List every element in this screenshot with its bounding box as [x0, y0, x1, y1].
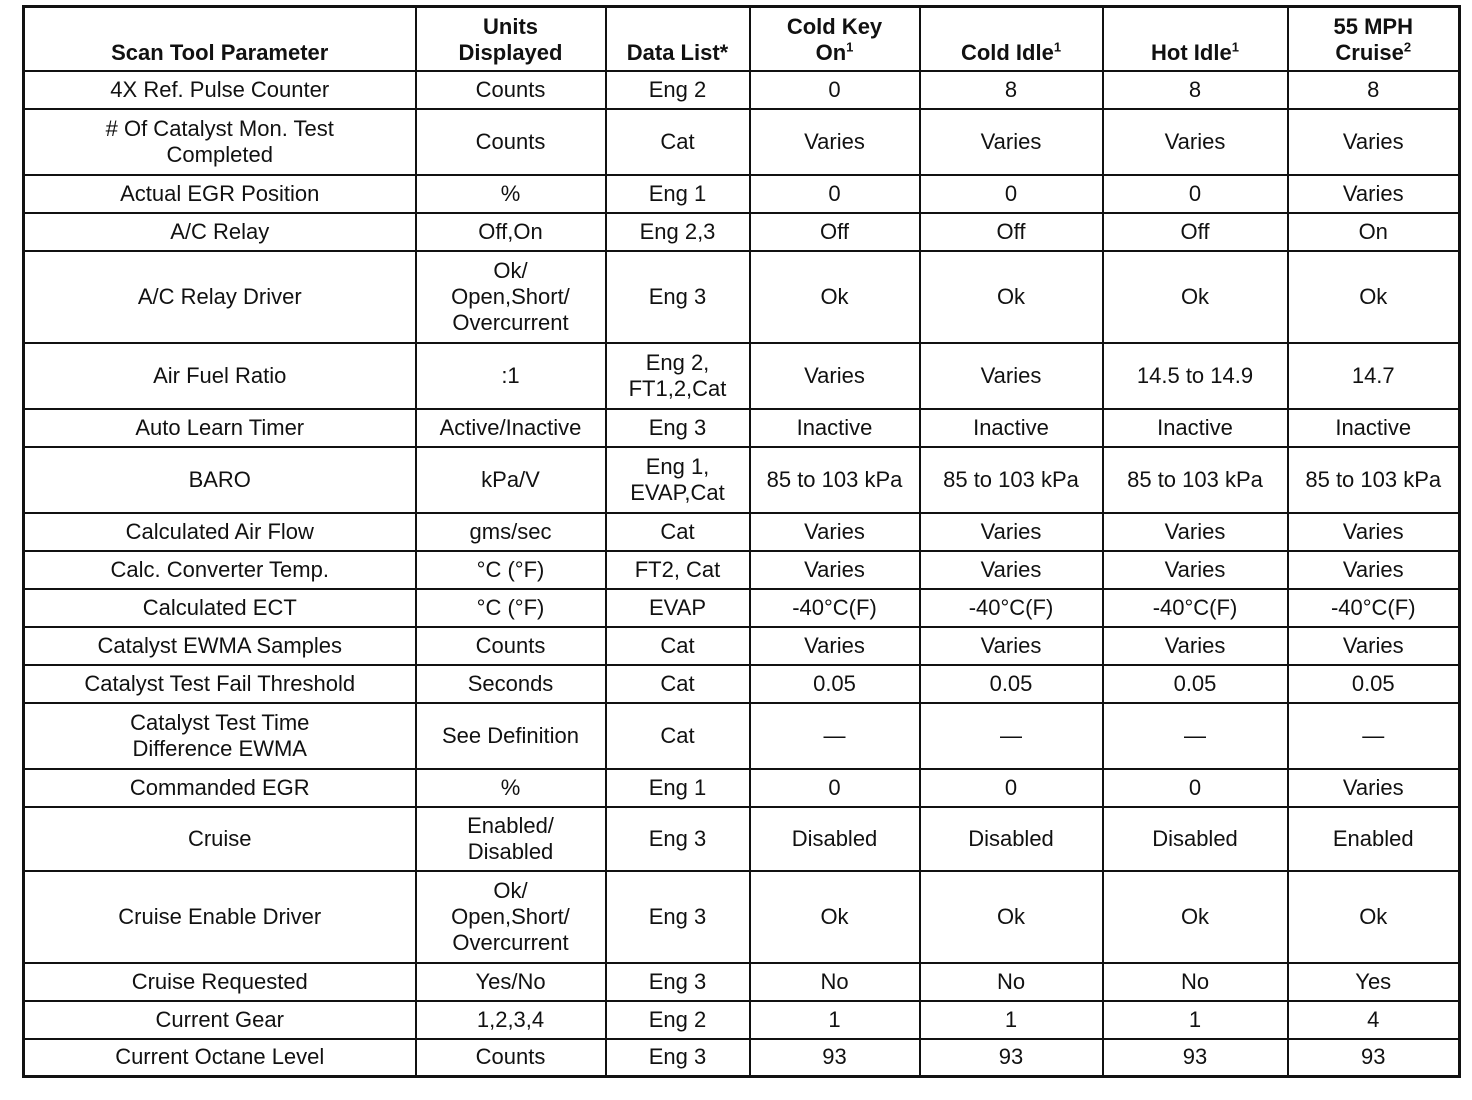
cell-data-list: Cat: [606, 513, 750, 551]
cell-cold-key-on: Inactive: [750, 409, 920, 447]
header-55-mph-cruise: [1288, 7, 1460, 71]
cell-data-list: Eng 3: [606, 409, 750, 447]
table-row: [24, 175, 1460, 213]
table-row: [24, 251, 1460, 343]
cell-cold-key-on: Varies: [750, 627, 920, 665]
header-units-displayed: [416, 7, 606, 71]
cell-parameter: Current Gear: [24, 1001, 416, 1039]
cell-cold-key-on: 0: [750, 71, 920, 109]
cell-55-mph-cruise: 4: [1288, 1001, 1460, 1039]
cell-data-list: Eng 3: [606, 871, 750, 963]
cell-hot-idle: 93: [1103, 1039, 1288, 1077]
cell-units: Off,On: [416, 213, 606, 251]
table-row: [24, 213, 1460, 251]
cell-parameter: A/C Relay Driver: [24, 251, 416, 343]
table-row: [24, 71, 1460, 109]
table-row: [24, 963, 1460, 1001]
cell-hot-idle: 14.5 to 14.9: [1103, 343, 1288, 409]
cell-units: Enabled/ Disabled: [416, 807, 606, 871]
cell-cold-key-on: Varies: [750, 513, 920, 551]
table-row: [24, 409, 1460, 447]
cell-55-mph-cruise: Inactive: [1288, 409, 1460, 447]
cell-hot-idle: 0.05: [1103, 665, 1288, 703]
cell-cold-idle: Ok: [920, 871, 1103, 963]
cell-units: 1,2,3,4: [416, 1001, 606, 1039]
table-row: [24, 871, 1460, 963]
cell-55-mph-cruise: Varies: [1288, 769, 1460, 807]
cell-55-mph-cruise: On: [1288, 213, 1460, 251]
cell-55-mph-cruise: Ok: [1288, 251, 1460, 343]
cell-hot-idle: 1: [1103, 1001, 1288, 1039]
cell-cold-idle: Varies: [920, 627, 1103, 665]
header-scan-tool-parameter: [24, 7, 416, 71]
table-row: [24, 665, 1460, 703]
cell-hot-idle: Varies: [1103, 109, 1288, 175]
header-label: Scan Tool Parameter: [111, 39, 329, 65]
cell-data-list: Cat: [606, 627, 750, 665]
scan-tool-data-table: [22, 5, 1461, 1078]
cell-55-mph-cruise: Varies: [1288, 551, 1460, 589]
cell-cold-idle: Inactive: [920, 409, 1103, 447]
cell-55-mph-cruise: 93: [1288, 1039, 1460, 1077]
cell-cold-idle: Ok: [920, 251, 1103, 343]
cell-data-list: Cat: [606, 109, 750, 175]
cell-cold-key-on: Varies: [750, 343, 920, 409]
cell-cold-idle: Varies: [920, 513, 1103, 551]
cell-cold-key-on: Varies: [750, 551, 920, 589]
header-hot-idle: [1103, 7, 1288, 71]
table-row: [24, 109, 1460, 175]
cell-55-mph-cruise: Varies: [1288, 175, 1460, 213]
cell-parameter: Cruise Requested: [24, 963, 416, 1001]
cell-cold-key-on: 0: [750, 175, 920, 213]
cell-cold-idle: 0.05: [920, 665, 1103, 703]
cell-hot-idle: 0: [1103, 769, 1288, 807]
cell-units: Seconds: [416, 665, 606, 703]
cell-data-list: Eng 3: [606, 963, 750, 1001]
cell-parameter: Catalyst Test Time Difference EWMA: [24, 703, 416, 769]
cell-units: °C (°F): [416, 551, 606, 589]
table-row: [24, 551, 1460, 589]
cell-data-list: Eng 2: [606, 71, 750, 109]
cell-cold-key-on: 93: [750, 1039, 920, 1077]
cell-data-list: EVAP: [606, 589, 750, 627]
cell-hot-idle: Varies: [1103, 513, 1288, 551]
cell-parameter: Air Fuel Ratio: [24, 343, 416, 409]
table-row: [24, 703, 1460, 769]
cell-cold-idle: Off: [920, 213, 1103, 251]
cell-55-mph-cruise: Yes: [1288, 963, 1460, 1001]
cell-units: See Definition: [416, 703, 606, 769]
cell-parameter: A/C Relay: [24, 213, 416, 251]
cell-cold-key-on: 0.05: [750, 665, 920, 703]
cell-hot-idle: Inactive: [1103, 409, 1288, 447]
header-label: Cold Idle: [960, 39, 1054, 65]
cell-units: Ok/ Open,Short/ Overcurrent: [416, 251, 606, 343]
table-row: [24, 769, 1460, 807]
cell-hot-idle: -40°C(F): [1103, 589, 1288, 627]
cell-data-list: Eng 3: [606, 251, 750, 343]
cell-parameter: Commanded EGR: [24, 769, 416, 807]
cell-hot-idle: Varies: [1103, 551, 1288, 589]
cell-cold-key-on: No: [750, 963, 920, 1001]
cell-data-list: Cat: [606, 665, 750, 703]
cell-units: °C (°F): [416, 589, 606, 627]
header-cold-key-on: [750, 7, 920, 71]
cell-cold-key-on: 85 to 103 kPa: [750, 447, 920, 513]
cell-parameter: Calculated Air Flow: [24, 513, 416, 551]
header-footnote: 1: [1053, 39, 1062, 55]
cell-data-list: Eng 3: [606, 1039, 750, 1077]
cell-cold-key-on: Ok: [750, 871, 920, 963]
cell-cold-idle: 0: [920, 175, 1103, 213]
cell-parameter: Catalyst Test Fail Threshold: [24, 665, 416, 703]
cell-cold-idle: 85 to 103 kPa: [920, 447, 1103, 513]
cell-units: Yes/No: [416, 963, 606, 1001]
cell-units: Counts: [416, 1039, 606, 1077]
cell-parameter: Calc. Converter Temp.: [24, 551, 416, 589]
table-row: [24, 589, 1460, 627]
cell-hot-idle: 85 to 103 kPa: [1103, 447, 1288, 513]
cell-data-list: Eng 2, FT1,2,Cat: [606, 343, 750, 409]
header-row: [24, 7, 1460, 71]
cell-55-mph-cruise: -40°C(F): [1288, 589, 1460, 627]
cell-data-list: Eng 1: [606, 175, 750, 213]
cell-units: :1: [416, 343, 606, 409]
table-row: [24, 343, 1460, 409]
cell-hot-idle: Ok: [1103, 251, 1288, 343]
table-row: [24, 1001, 1460, 1039]
cell-cold-idle: 93: [920, 1039, 1103, 1077]
cell-units: gms/sec: [416, 513, 606, 551]
cell-hot-idle: Ok: [1103, 871, 1288, 963]
cell-data-list: FT2, Cat: [606, 551, 750, 589]
cell-cold-key-on: Varies: [750, 109, 920, 175]
cell-parameter: Auto Learn Timer: [24, 409, 416, 447]
cell-units: kPa/V: [416, 447, 606, 513]
cell-units: Counts: [416, 109, 606, 175]
cell-cold-key-on: Off: [750, 213, 920, 251]
cell-cold-key-on: Disabled: [750, 807, 920, 871]
cell-hot-idle: 0: [1103, 175, 1288, 213]
table-row: [24, 627, 1460, 665]
cell-parameter: Actual EGR Position: [24, 175, 416, 213]
cell-cold-idle: —: [920, 703, 1103, 769]
cell-cold-idle: 1: [920, 1001, 1103, 1039]
cell-units: Counts: [416, 627, 606, 665]
cell-hot-idle: Varies: [1103, 627, 1288, 665]
cell-parameter: 4X Ref. Pulse Counter: [24, 71, 416, 109]
cell-parameter: # Of Catalyst Mon. Test Completed: [24, 109, 416, 175]
cell-hot-idle: 8: [1103, 71, 1288, 109]
header-label: Units Displayed: [458, 13, 563, 65]
cell-cold-key-on: —: [750, 703, 920, 769]
header-label: Data List*: [626, 39, 729, 65]
cell-data-list: Eng 1, EVAP,Cat: [606, 447, 750, 513]
cell-parameter: BARO: [24, 447, 416, 513]
header-footnote: 1: [1231, 39, 1239, 55]
cell-cold-idle: Varies: [920, 343, 1103, 409]
cell-units: %: [416, 769, 606, 807]
cell-units: Counts: [416, 71, 606, 109]
table-row: [24, 447, 1460, 513]
cell-data-list: Cat: [606, 703, 750, 769]
cell-55-mph-cruise: Varies: [1288, 109, 1460, 175]
header-label: Hot Idle: [1151, 39, 1232, 65]
cell-55-mph-cruise: Varies: [1288, 627, 1460, 665]
cell-55-mph-cruise: Ok: [1288, 871, 1460, 963]
cell-55-mph-cruise: 85 to 103 kPa: [1288, 447, 1460, 513]
header-data-list: [606, 7, 750, 71]
cell-cold-idle: 8: [920, 71, 1103, 109]
cell-units: Ok/ Open,Short/ Overcurrent: [416, 871, 606, 963]
cell-hot-idle: Disabled: [1103, 807, 1288, 871]
cell-cold-idle: 0: [920, 769, 1103, 807]
cell-parameter: Catalyst EWMA Samples: [24, 627, 416, 665]
header-footnote: 1: [846, 39, 854, 55]
cell-units: Active/Inactive: [416, 409, 606, 447]
cell-55-mph-cruise: —: [1288, 703, 1460, 769]
cell-55-mph-cruise: Enabled: [1288, 807, 1460, 871]
cell-55-mph-cruise: 0.05: [1288, 665, 1460, 703]
cell-cold-key-on: Ok: [750, 251, 920, 343]
cell-55-mph-cruise: 14.7: [1288, 343, 1460, 409]
cell-data-list: Eng 1: [606, 769, 750, 807]
cell-cold-idle: -40°C(F): [920, 589, 1103, 627]
header-footnote: 2: [1403, 39, 1412, 55]
cell-hot-idle: No: [1103, 963, 1288, 1001]
cell-data-list: Eng 2: [606, 1001, 750, 1039]
cell-cold-key-on: 1: [750, 1001, 920, 1039]
cell-parameter: Calculated ECT: [24, 589, 416, 627]
cell-cold-key-on: -40°C(F): [750, 589, 920, 627]
cell-hot-idle: Off: [1103, 213, 1288, 251]
header-label: 55 MPH Cruise: [1333, 13, 1413, 65]
cell-55-mph-cruise: Varies: [1288, 513, 1460, 551]
table-row: [24, 807, 1460, 871]
cell-cold-idle: Varies: [920, 551, 1103, 589]
cell-units: %: [416, 175, 606, 213]
cell-55-mph-cruise: 8: [1288, 71, 1460, 109]
cell-cold-key-on: 0: [750, 769, 920, 807]
cell-parameter: Current Octane Level: [24, 1039, 416, 1077]
header-label: Cold Key On: [786, 13, 883, 65]
table-row: [24, 1039, 1460, 1077]
cell-data-list: Eng 2,3: [606, 213, 750, 251]
cell-cold-idle: No: [920, 963, 1103, 1001]
cell-hot-idle: —: [1103, 703, 1288, 769]
cell-parameter: Cruise: [24, 807, 416, 871]
cell-data-list: Eng 3: [606, 807, 750, 871]
cell-cold-idle: Varies: [920, 109, 1103, 175]
cell-cold-idle: Disabled: [920, 807, 1103, 871]
cell-parameter: Cruise Enable Driver: [24, 871, 416, 963]
table-row: [24, 513, 1460, 551]
header-cold-idle: [920, 7, 1103, 71]
